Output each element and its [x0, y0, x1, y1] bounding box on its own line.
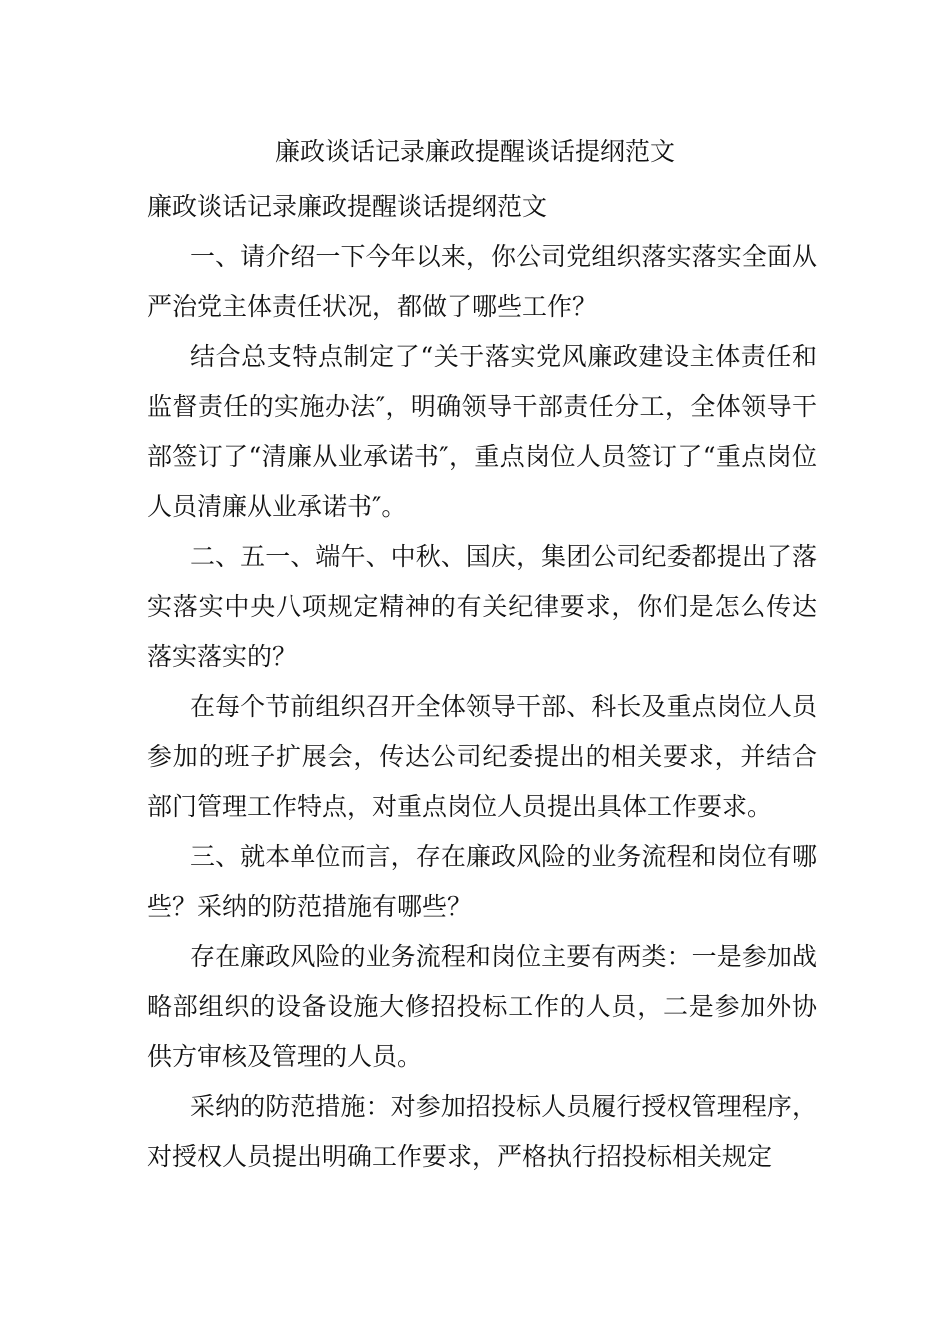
document-title: 廉政谈话记录廉政提醒谈话提纲范文	[274, 137, 675, 166]
answer-1: 结合总支特点制定了“关于落实党风廉政建设主体责任和监督责任的实施办法″，明确领导干部责任分工，全体领导干部签订了“清廉从业承诺书″，重点岗位人员签订了“重点岗位人员清廉从业承诺书″。	[147, 342, 817, 521]
answer-2: 在每个节前组织召开全体领导干部、科长及重点岗位人员参加的班子扩展会，传达公司纪委提出的相关要求，并结合部门管理工作特点，对重点岗位人员提出具体工作要求。	[147, 692, 817, 821]
question-2: 二、五一、端午、中秋、国庆，集团公司纪委都提出了落实落实中央八项规定精神的有关纪律要求，你们是怎么传达落实落实的？	[147, 542, 817, 671]
document-subtitle: 廉政谈话记录廉政提醒谈话提纲范文	[147, 192, 548, 221]
question-1: 一、请介绍一下今年以来，你公司党组织落实落实全面从严治党主体责任状况，都做了哪些工作？	[147, 242, 817, 321]
document-body	[147, 182, 817, 1182]
answer-3-part-1: 存在廉政风险的业务流程和岗位主要有两类：一是参加战略部组织的设备设施大修招投标工作的人员，二是参加外协供方审核及管理的人员。	[147, 942, 817, 1071]
answer-3-part-2: 采纳的防范措施：对参加招投标人员履行授权管理程序，对授权人员提出明确工作要求，严格执行招投标相关规定	[147, 1092, 817, 1171]
question-3: 三、就本单位而言，存在廉政风险的业务流程和岗位有哪些？采纳的防范措施有哪些？	[147, 842, 817, 921]
